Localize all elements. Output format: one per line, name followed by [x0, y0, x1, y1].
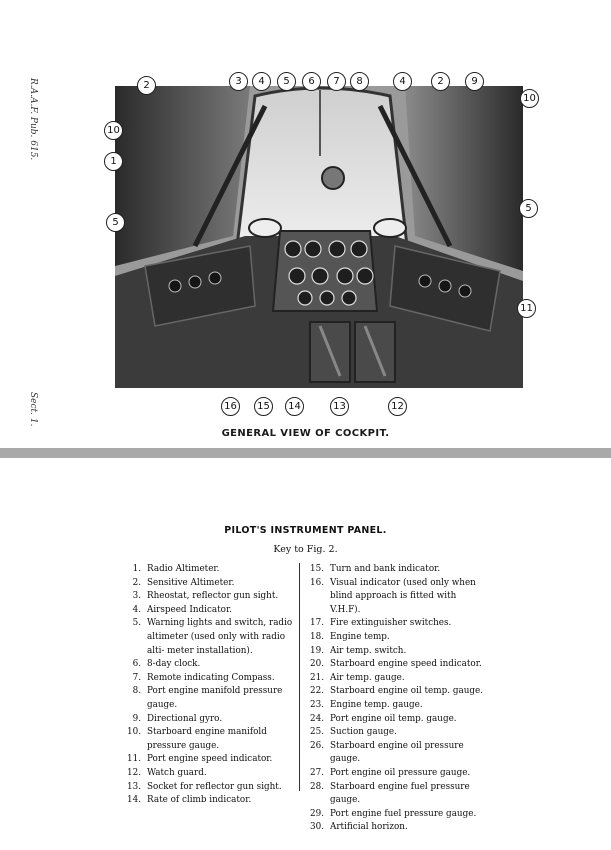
key-item: [124, 753, 294, 767]
key-item-text: Rheostat, reflector gun sight.: [147, 591, 279, 602]
key-item: [307, 767, 487, 781]
cockpit-photo: [115, 86, 523, 388]
key-item: [124, 767, 294, 781]
callout-top-4: 5: [277, 72, 296, 91]
key-item: [124, 590, 294, 604]
key-item-number: 26.: [310, 740, 324, 751]
key-item: [124, 617, 294, 658]
key-item-number: 16.: [310, 577, 324, 588]
key-item-text: Airspeed Indicator.: [147, 604, 232, 615]
key-item: [307, 617, 487, 631]
key-item-number: 28.: [310, 781, 324, 792]
key-item: [307, 563, 487, 577]
callout-top-10: 9: [465, 72, 484, 91]
key-item-number: 12.: [127, 767, 141, 778]
key-item: [307, 726, 487, 740]
callout-top-1: 2: [137, 76, 156, 95]
key-item-text: Port engine fuel pressure gauge.: [330, 808, 477, 819]
key-item: [307, 740, 487, 767]
key-item-text: Watch guard.: [147, 767, 207, 778]
key-item: [124, 577, 294, 591]
key-item: [307, 672, 487, 686]
key-item-number: 21.: [310, 672, 324, 683]
key-item-text: 8-day clock.: [147, 659, 201, 670]
key-item-text: Fire extinguisher switches.: [330, 618, 452, 629]
key-item-number: 23.: [310, 699, 324, 710]
key-item: [124, 672, 294, 686]
key-item-text: Directional gyro.: [147, 713, 223, 724]
callout-top-5: 6: [302, 72, 321, 91]
callout-bottom-4: 13: [330, 397, 349, 416]
key-item-number: 20.: [310, 659, 324, 670]
key-item-text: Starboard engine oil pressure gauge.: [330, 740, 464, 765]
key-item-number: 30.: [310, 822, 324, 833]
callout-right-3: 11: [517, 299, 536, 318]
key-item-text: Air temp. gauge.: [330, 672, 405, 683]
key-item: [307, 645, 487, 659]
key-item-number: 4.: [132, 604, 141, 615]
callout-top-3: 4: [252, 72, 271, 91]
publication-label: R.A.A.F. Pub. 615.: [28, 78, 38, 161]
key-item-number: 14.: [127, 795, 141, 806]
key-item-number: 9.: [132, 713, 141, 724]
key-item-text: Port engine manifold pressure gauge.: [147, 686, 283, 710]
callout-right-1: 10: [520, 89, 539, 108]
key-item-text: Engine temp. gauge.: [330, 699, 423, 710]
key-item-text: Sensitive Altimeter.: [147, 577, 235, 588]
key-item-number: 17.: [310, 618, 324, 629]
key-item: [124, 685, 294, 712]
figure-caption: GENERAL VIEW OF COCKPIT.: [221, 428, 390, 439]
callout-left-2: 1: [104, 152, 123, 171]
key-item-text: Air temp. switch.: [330, 645, 407, 656]
key-item-number: 5.: [132, 618, 141, 629]
key-item: [124, 563, 294, 577]
callout-bottom-5: 12: [388, 397, 407, 416]
key-item-number: 11.: [127, 754, 141, 765]
key-item-text: Radio Altimeter.: [147, 564, 220, 574]
key-item-text: Starboard engine fuel pressure gauge.: [330, 781, 470, 806]
key-item-text: Suction gauge.: [330, 727, 397, 738]
callout-bottom-1: 16: [221, 397, 240, 416]
callout-left-1: 10: [104, 121, 123, 140]
key-item-number: 18.: [310, 631, 324, 642]
column-divider: [299, 563, 300, 791]
key-item: [307, 685, 487, 699]
key-list-left: [124, 563, 294, 808]
key-item-text: Visual indicator (used only when blind approach is fitted with V.H.F).: [330, 577, 476, 615]
key-item-number: 19.: [310, 645, 324, 656]
key-item-number: 13.: [127, 781, 141, 792]
key-item-text: Starboard engine speed indicator.: [330, 659, 482, 670]
key-item-text: Artificial horizon.: [330, 822, 408, 833]
key-item-text: Remote indicating Compass.: [147, 672, 275, 683]
key-item-text: Warning lights and switch, radio altimeter (used only with radio alti- meter installation).: [147, 618, 293, 656]
key-page: [0, 458, 611, 850]
key-item: [307, 699, 487, 713]
key-item: [124, 794, 294, 808]
key-item-text: Port engine oil pressure gauge.: [330, 767, 471, 778]
callout-bottom-3: 14: [285, 397, 304, 416]
section-label: Sect. 1.: [28, 392, 38, 427]
key-item-text: Port engine speed indicator.: [147, 754, 273, 765]
key-item: [307, 577, 487, 618]
key-item: [307, 713, 487, 727]
key-item-number: 29.: [310, 808, 324, 819]
callout-left-3: 5: [106, 213, 125, 232]
key-item-number: 15.: [310, 564, 324, 574]
key-item: [124, 781, 294, 795]
callout-top-2: 3: [229, 72, 248, 91]
key-item-number: 8.: [132, 686, 141, 697]
key-item: [124, 726, 294, 753]
callout-bottom-2: 15: [254, 397, 273, 416]
key-item: [307, 658, 487, 672]
key-item-number: 10.: [127, 727, 141, 738]
key-item-text: Socket for reflector gun sight.: [147, 781, 282, 792]
key-item-number: 3.: [132, 591, 141, 602]
key-list-right: [307, 563, 487, 835]
key-item: [307, 631, 487, 645]
key-item-text: Starboard engine oil temp. gauge.: [330, 686, 484, 697]
key-item: [124, 713, 294, 727]
callout-top-6: 7: [327, 72, 346, 91]
key-item: [307, 821, 487, 835]
key-item-number: 25.: [310, 727, 324, 738]
key-item-number: 2.: [132, 577, 141, 588]
key-item-number: 27.: [310, 767, 324, 778]
key-item-number: 1.: [132, 564, 141, 574]
page-separator: [0, 448, 611, 458]
key-item-text: Engine temp.: [330, 631, 390, 642]
key-item-number: 24.: [310, 713, 324, 724]
key-item-number: 6.: [132, 659, 141, 670]
key-item-text: Port engine oil temp. gauge.: [330, 713, 457, 724]
key-item-text: Starboard engine manifold pressure gauge.: [147, 727, 267, 751]
section-margin-note: [26, 392, 40, 432]
key-title: PILOT'S INSTRUMENT PANEL.: [224, 525, 387, 536]
key-subtitle: Key to Fig. 2.: [273, 544, 338, 555]
key-item-number: 22.: [310, 686, 324, 697]
callout-top-7: 8: [350, 72, 369, 91]
key-item: [124, 658, 294, 672]
key-item: [124, 604, 294, 618]
callout-right-2: 5: [519, 199, 538, 218]
key-item: [307, 808, 487, 822]
publication-margin-note: [26, 78, 40, 188]
key-item: [307, 781, 487, 808]
key-item-text: Turn and bank indicator.: [330, 564, 441, 574]
key-item-number: 7.: [132, 672, 141, 683]
callout-top-8: 4: [393, 72, 412, 91]
callout-top-9: 2: [431, 72, 450, 91]
key-item-text: Rate of climb indicator.: [147, 795, 252, 806]
